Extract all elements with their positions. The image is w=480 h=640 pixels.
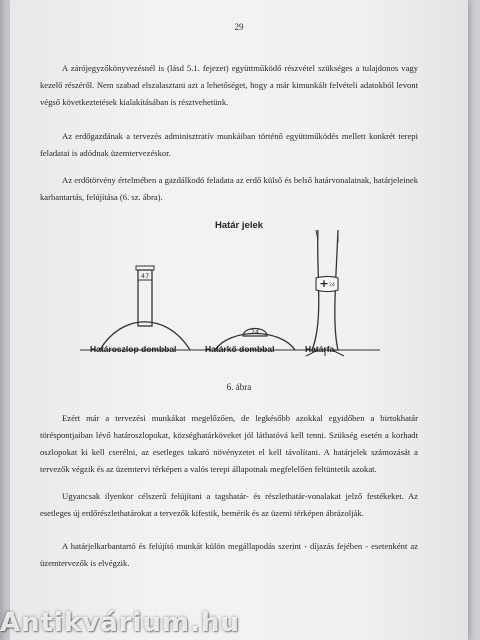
book-page	[10, 0, 468, 640]
boundary-markers-figure	[80, 230, 380, 360]
paragraph-3-text: Az erdőtörvény értelmében a gazdálkodó feladata az erdő külső és belső határvonalainak, határjeleinek karbantartás, felújítása (6. sz. ábra).	[40, 175, 418, 202]
paragraph-5	[40, 488, 418, 522]
boundary-stone-icon	[243, 328, 267, 336]
paragraph-2-text: Az erdőgazdának a tervezés adminisztratív munkáiban történő együttműködés mellett konkrét terepi feladatai is adódnak üzemtervezéskor.	[40, 131, 418, 158]
tree-number: 24	[329, 283, 335, 288]
paragraph-2	[40, 128, 418, 162]
paragraph-5-text: Ugyancsak ilyenkor célszerű felújítani a tagshatár- és részlethatár-vonalakat jelző festékeket. Az esetleges új erdőrészlethatárokat a tervezők kifestik, bemérik és az üzemi térképen ábrázolják.	[40, 491, 418, 518]
paragraph-3	[40, 172, 418, 206]
label-post: Határoszlop dombbal	[90, 344, 177, 354]
boundary-post-icon	[136, 266, 154, 326]
paragraph-4	[40, 410, 418, 478]
post-number: 47	[140, 272, 150, 280]
paragraph-6	[40, 538, 418, 572]
book-spine-shadow	[0, 0, 10, 640]
label-tree: Határfa	[305, 344, 335, 354]
paragraph-4-text: Ezért már a tervezési munkákat megelőzően, de legkésőbb azokkal egyidőben a birtokhatár töréspontjaiban lévő határoszlopokat, községhatárköveket jól láthatóvá kell tenni. Szükség esetén a korhadt oszlopokat ki kell cserélni, az esetleges takaró növényzetet el kell távolítani. A határjelek számozását a tervezők végzik és az üzemtervi térképen a valós terepi állapotnak megfelelően feltüntetik azokat.	[40, 413, 418, 474]
page-number: 29	[234, 22, 244, 32]
tree-cross-mark: +	[319, 277, 329, 290]
paragraph-1-text: A zárójegyzőkönyvezésnél is (lásd 5.1. fejezet) együttműködő részvétel szükséges a tulajdonos vagy kezelő részéről. Nem szabad elszalasztani azt a lehetőséget, hogy a már kimunkált felvételi adatokból levont végső következtetések kialakításában is résztvehetünk.	[40, 63, 418, 107]
figure-title: Határ jelek	[214, 220, 264, 231]
boundary-tree-icon	[306, 230, 344, 356]
label-stone: Határkő dombbal	[205, 344, 275, 354]
figure-caption: 6. ábra	[226, 382, 252, 392]
stone-number: 24	[250, 328, 260, 336]
paragraph-6-text: A határjelkarbantartó és felújító munkát külön megállapodás szerint - díjazás fejében - esetenként az üzemtervezők is elvégzik.	[40, 541, 418, 568]
paragraph-1	[40, 60, 418, 111]
watermark: Antikvárium.hu	[0, 608, 240, 638]
